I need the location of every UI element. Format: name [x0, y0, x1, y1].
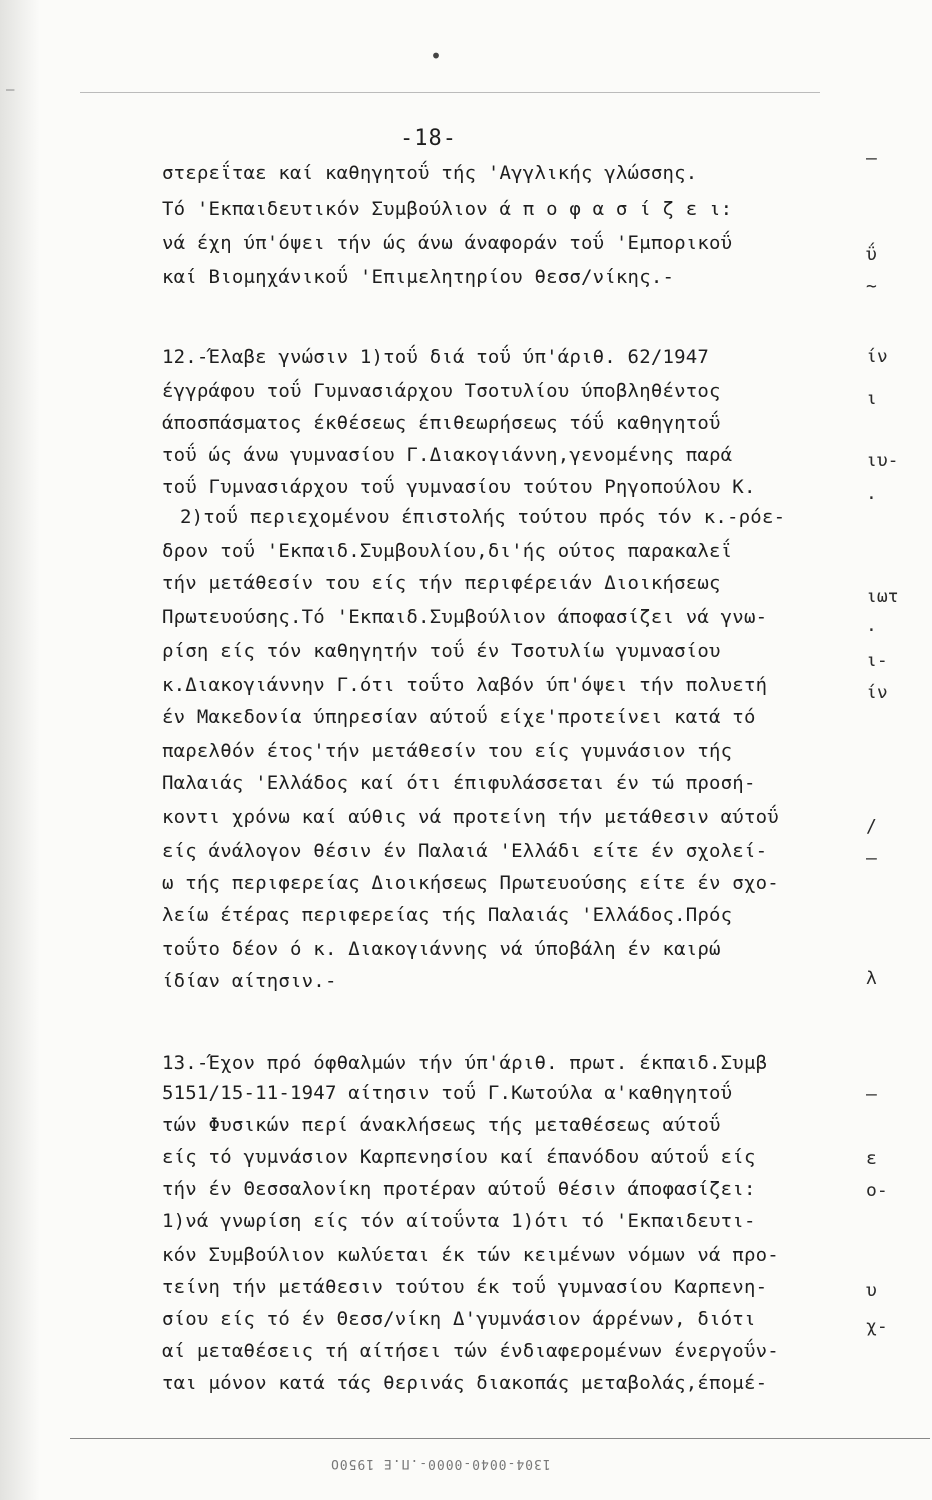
- page-number: -18-: [400, 126, 457, 151]
- left-edge-mark: —: [6, 82, 15, 98]
- footer-stamp: 1304-0040-0000-.Π.Ε 1950Ο: [330, 1456, 551, 1471]
- text-line: άποσπάσματος έκθέσεως έπιθεωρήσεως τόΰ καθηγητοΰ: [162, 412, 721, 434]
- text-line: παρελθόν έτος'τήν μετάθεσίν του είς γυμνάσιον τής: [162, 740, 733, 762]
- margin-note: ίν: [866, 346, 888, 367]
- text-line: τήν μετάθεσίν του είς τήν περιφέρειάν Διοικήσεως: [162, 572, 721, 594]
- margin-note: ιυ-: [866, 450, 899, 471]
- binding-shadow: [0, 0, 40, 1500]
- text-line: 5151/15-11-1947 αίτησιν τοΰ Γ.Κωτούλα α'καθηγητοΰ: [162, 1082, 733, 1104]
- margin-note: —: [866, 848, 877, 869]
- text-line: έν Μακεδονία ύπηρεσίαν αύτοΰ είχε'προτείνει κατά τό: [162, 706, 756, 728]
- margin-note: ~: [866, 276, 877, 297]
- text-line: Πρωτευούσης.Τό 'Εκπαιδ.Συμβούλιον άποφασίζει νά γνω-: [162, 606, 768, 628]
- text-line: τοΰ ώς άνω γυμνασίου Γ.Διακογιάννη,γενομένης παρά: [162, 444, 733, 466]
- text-line: ται μόνον κατά τάς θερινάς διακοπάς μεταβολάς,έπομέ-: [162, 1372, 768, 1394]
- text-line: δρον τοΰ 'Εκπαιδ.Συμβουλίου,δι'ής ούτος παρακαλεΐ: [162, 540, 733, 562]
- margin-note: ιωτ: [866, 586, 899, 607]
- margin-note: ίν: [866, 682, 888, 703]
- text-line: ω τής περιφερείας Διοικήσεως Πρωτευούσης είτε έν σχο-: [162, 872, 779, 894]
- text-line: αί μεταθέσεις τή αίτήσει τών ένδιαφερομένων ένεργοΰν-: [162, 1340, 779, 1362]
- margin-note: —: [866, 1084, 877, 1105]
- text-line: σίου είς τό έν Θεσσ/νίκη Δ'γυμνάσιον άρρένων, διότι: [162, 1308, 756, 1330]
- text-line: τοΰ Γυμνασιάρχου τοΰ γυμνασίου τούτου Ρηγοπούλου Κ.: [162, 476, 756, 498]
- text-line: ίδίαν αίτησιν.-: [162, 970, 337, 992]
- margin-note: ι-: [866, 650, 888, 671]
- text-line: τοΰτο δέον ό κ. Διακογιάννης νά ύποβάλη έν καιρώ: [162, 938, 721, 960]
- text-line: 13.-Έχον πρό όφθαλμών τήν ύπ'άριθ. πρωτ. έκπαιδ.Συμβ: [162, 1052, 768, 1074]
- bottom-rule: [70, 1438, 930, 1439]
- text-line: 2)τοΰ περιεχομένου έπιστολής τούτου πρός τόν κ.-ρόε-: [180, 506, 786, 528]
- text-line: κοντι χρόνω καί αύθις νά προτείνη τήν μετάθεσιν αύτοΰ: [162, 806, 779, 828]
- text-line: ρίση είς τόν καθηγητήν τοΰ έν Τσοτυλίω γυμνασίου: [162, 640, 721, 662]
- text-line: καί Βιομηχάνικοΰ 'Επιμελητηρίου θεσσ/νίκης.-: [162, 266, 675, 288]
- margin-note: ΰ: [866, 244, 877, 265]
- text-line: 1)νά γνωρίση είς τόν αίτοΰντα 1)ότι τό 'Εκπαιδευτι-: [162, 1210, 756, 1232]
- margin-note: υ: [866, 1280, 877, 1301]
- text-line: τών Φυσικών περί άνακλήσεως τής μεταθέσεως αύτοΰ: [162, 1114, 721, 1136]
- text-line: 12.-Έλαβε γνώσιν 1)τοΰ διά τοΰ ύπ'άριθ. 62/1947: [162, 346, 710, 368]
- margin-note: χ-: [866, 1316, 888, 1337]
- text-line: είς άνάλογον θέσιν έν Παλαιά 'Ελλάδι είτε έν σχολεί-: [162, 840, 768, 862]
- margin-note: ·: [866, 620, 877, 641]
- text-line: Παλαιάς 'Ελλάδος καί ότι έπιφυλάσσεται έν τώ προσή-: [162, 772, 756, 794]
- text-line: κόν Συμβούλιον κωλύεται έκ τών κειμένων νόμων νά προ-: [162, 1244, 779, 1266]
- top-rule: [80, 92, 820, 93]
- text-line: στερεΐταε καί καθηγητοΰ τής 'Αγγλικής γλώσσης.: [162, 162, 698, 184]
- text-line: είς τό γυμνάσιον Καρπενησίου καί έπανόδου αύτοΰ είς: [162, 1146, 756, 1168]
- margin-note: ο-: [866, 1180, 888, 1201]
- text-line: έγγράφου τοΰ Γυμνασιάρχου Τσοτυλίου ύποβληθέντος: [162, 380, 721, 402]
- margin-note: λ: [866, 968, 877, 989]
- text-line: λείω έτέρας περιφερείας τής Παλαιάς 'Ελλάδος.Πρός: [162, 904, 733, 926]
- text-line: Τό 'Εκπαιδευτικόν Συμβούλιον ά π ο φ α σ ί ζ ε ι:: [162, 198, 733, 220]
- text-line: νά έχη ύπ'όψει τήν ώς άνω άναφοράν τοΰ 'Εμπορικοΰ: [162, 232, 733, 254]
- text-line: κ.Διακογιάννην Γ.ότι τοΰτο λαβόν ύπ'όψει τήν πολυετή: [162, 674, 768, 696]
- margin-note: —: [866, 148, 877, 169]
- margin-note: ·: [866, 488, 877, 509]
- margin-note: ι: [866, 388, 877, 409]
- margin-note: ε: [866, 1148, 877, 1169]
- top-dot: •: [430, 44, 443, 68]
- text-line: τείνη τήν μετάθεσιν τούτου έκ τοΰ γυμνασίου Καρπενη-: [162, 1276, 768, 1298]
- margin-note: /: [866, 816, 877, 837]
- text-line: τήν έν Θεσσαλονίκη προτέραν αύτοΰ θέσιν άποφασίζει:: [162, 1178, 756, 1200]
